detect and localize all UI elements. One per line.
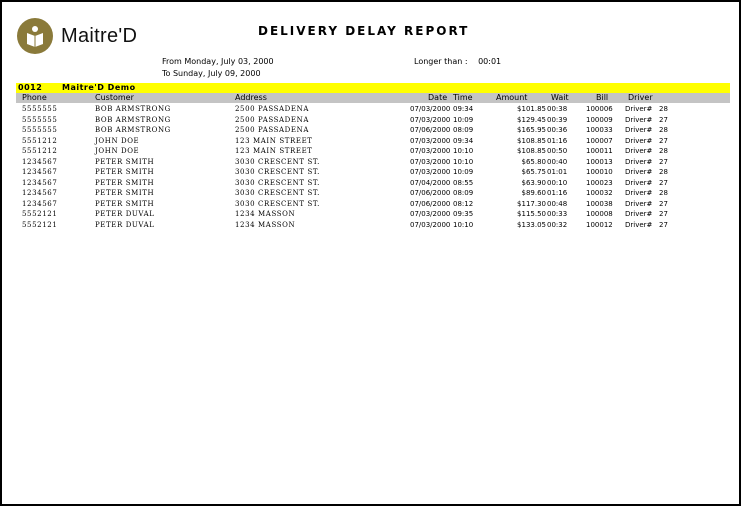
time-cell: 10:10 xyxy=(453,220,474,229)
phone-cell: 5555555 xyxy=(22,126,58,134)
table-row xyxy=(16,178,730,189)
customer-cell: PETER SMITH xyxy=(95,168,155,176)
driver-number-cell: 27 xyxy=(659,178,668,187)
driver-cell: Driver# xyxy=(625,199,653,208)
column-header-address: Address xyxy=(235,93,267,102)
wait-cell: 00:48 xyxy=(547,199,568,208)
bill-cell: 100023 xyxy=(586,178,613,187)
amount-cell: $133.05 xyxy=(517,220,546,229)
amount-cell: $108.85 xyxy=(517,136,546,145)
time-cell: 10:10 xyxy=(453,157,474,166)
wait-cell: 00:38 xyxy=(547,105,568,113)
amount-cell: $129.45 xyxy=(517,115,546,124)
amount-cell: $65.75 xyxy=(521,168,546,176)
date-cell: 07/03/2000 xyxy=(410,136,451,145)
customer-cell: PETER SMITH xyxy=(95,199,155,208)
wait-cell: 01:16 xyxy=(547,136,568,145)
bill-cell: 100032 xyxy=(586,189,613,197)
phone-cell: 5552121 xyxy=(22,220,58,229)
driver-number-cell: 28 xyxy=(659,126,668,134)
driver-number-cell: 28 xyxy=(659,168,668,176)
driver-cell: Driver# xyxy=(625,115,653,124)
date-cell: 07/06/2000 xyxy=(410,126,451,134)
column-header-customer: Customer xyxy=(95,93,134,102)
bill-cell: 100033 xyxy=(586,126,613,134)
date-range-to: To Sunday, July 09, 2000 xyxy=(162,69,261,78)
date-cell: 07/06/2000 xyxy=(410,189,451,197)
time-cell: 09:35 xyxy=(453,210,474,218)
time-cell: 08:12 xyxy=(453,199,474,208)
date-cell: 07/03/2000 xyxy=(410,210,451,218)
table-row xyxy=(16,125,730,136)
driver-number-cell: 27 xyxy=(659,210,668,218)
table-row xyxy=(16,188,730,199)
driver-number-cell: 27 xyxy=(659,220,668,229)
wait-cell: 00:33 xyxy=(547,210,568,218)
amount-cell: $165.95 xyxy=(517,126,546,134)
bill-cell: 100007 xyxy=(586,136,613,145)
time-cell: 09:34 xyxy=(453,136,474,145)
wait-cell: 00:40 xyxy=(547,157,568,166)
amount-cell: $115.50 xyxy=(517,210,546,218)
driver-cell: Driver# xyxy=(625,178,653,187)
wait-cell: 01:16 xyxy=(547,189,568,197)
phone-cell: 1234567 xyxy=(22,189,58,197)
brand-logo xyxy=(17,18,137,54)
address-cell: 3030 CRESCENT ST. xyxy=(235,189,320,197)
phone-cell: 5555555 xyxy=(22,105,58,113)
wait-cell: 01:01 xyxy=(547,168,568,176)
date-cell: 07/03/2000 xyxy=(410,105,451,113)
table-row xyxy=(16,157,730,168)
date-cell: 07/06/2000 xyxy=(410,199,451,208)
driver-cell: Driver# xyxy=(625,136,653,145)
column-header-driver: Driver xyxy=(628,93,653,102)
table-row xyxy=(16,209,730,220)
driver-cell: Driver# xyxy=(625,220,653,229)
bill-cell: 100012 xyxy=(586,220,613,229)
phone-cell: 1234567 xyxy=(22,178,58,187)
column-header-row xyxy=(16,93,730,103)
table-row xyxy=(16,199,730,210)
amount-cell: $89.60 xyxy=(521,189,546,197)
column-header-phone: Phone xyxy=(22,93,47,102)
customer-cell: BOB ARMSTRONG xyxy=(95,105,171,113)
driver-cell: Driver# xyxy=(625,105,653,113)
table-row xyxy=(16,136,730,147)
phone-cell: 5552121 xyxy=(22,210,58,218)
wait-cell: 00:36 xyxy=(547,126,568,134)
customer-cell: BOB ARMSTRONG xyxy=(95,126,171,134)
customer-cell: PETER SMITH xyxy=(95,178,155,187)
table-row xyxy=(16,220,730,231)
driver-number-cell: 28 xyxy=(659,105,668,113)
driver-number-cell: 28 xyxy=(659,189,668,197)
amount-cell: $65.80 xyxy=(521,157,546,166)
amount-cell: $108.85 xyxy=(517,147,546,155)
longer-than-label: Longer than : xyxy=(414,57,468,66)
report-table-body xyxy=(16,104,730,230)
amount-cell: $117.30 xyxy=(517,199,546,208)
table-row xyxy=(16,115,730,126)
driver-cell: Driver# xyxy=(625,147,653,155)
table-row xyxy=(16,167,730,178)
driver-number-cell: 27 xyxy=(659,157,668,166)
phone-cell: 1234567 xyxy=(22,157,58,166)
bill-cell: 100011 xyxy=(586,147,613,155)
amount-cell: $101.85 xyxy=(517,105,546,113)
driver-cell: Driver# xyxy=(625,210,653,218)
customer-cell: JOHN DOE xyxy=(95,147,140,155)
column-header-time: Time xyxy=(453,93,473,102)
customer-cell: BOB ARMSTRONG xyxy=(95,115,171,124)
address-cell: 3030 CRESCENT ST. xyxy=(235,178,320,187)
group-name: Maitre'D Demo xyxy=(62,83,136,92)
brand-name: Maitre'D xyxy=(61,24,138,47)
column-header-wait: Wait xyxy=(551,93,569,102)
longer-than-filter xyxy=(414,57,501,66)
phone-cell: 5551212 xyxy=(22,136,58,145)
phone-cell: 1234567 xyxy=(22,168,58,176)
address-cell: 123 MAIN STREET xyxy=(235,136,313,145)
customer-cell: JOHN DOE xyxy=(95,136,140,145)
address-cell: 3030 CRESCENT ST. xyxy=(235,157,320,166)
date-cell: 07/03/2000 xyxy=(410,168,451,176)
address-cell: 1234 MASSON xyxy=(235,220,296,229)
time-cell: 10:09 xyxy=(453,115,474,124)
bill-cell: 100038 xyxy=(586,199,613,208)
time-cell: 08:09 xyxy=(453,189,474,197)
customer-cell: PETER SMITH xyxy=(95,157,155,166)
bill-cell: 100009 xyxy=(586,115,613,124)
time-cell: 10:09 xyxy=(453,168,474,176)
driver-cell: Driver# xyxy=(625,168,653,176)
address-cell: 123 MAIN STREET xyxy=(235,147,313,155)
phone-cell: 5551212 xyxy=(22,147,58,155)
amount-cell: $63.90 xyxy=(521,178,546,187)
customer-cell: PETER DUVAL xyxy=(95,210,155,218)
time-cell: 08:09 xyxy=(453,126,474,134)
driver-cell: Driver# xyxy=(625,189,653,197)
time-cell: 09:34 xyxy=(453,105,474,113)
driver-number-cell: 28 xyxy=(659,147,668,155)
driver-cell: Driver# xyxy=(625,126,653,134)
group-header-bar xyxy=(16,83,730,93)
date-cell: 07/03/2000 xyxy=(410,147,451,155)
book-reader-logo-icon xyxy=(17,18,53,54)
customer-cell: PETER DUVAL xyxy=(95,220,155,229)
address-cell: 2500 PASSADENA xyxy=(235,105,309,113)
table-row xyxy=(16,104,730,115)
column-header-amount: Amount xyxy=(496,93,528,102)
driver-number-cell: 27 xyxy=(659,136,668,145)
date-range-from: From Monday, July 03, 2000 xyxy=(162,57,274,66)
date-cell: 07/03/2000 xyxy=(410,157,451,166)
wait-cell: 00:10 xyxy=(547,178,568,187)
time-cell: 08:55 xyxy=(453,178,474,187)
wait-cell: 00:39 xyxy=(547,115,568,124)
address-cell: 3030 CRESCENT ST. xyxy=(235,199,320,208)
address-cell: 1234 MASSON xyxy=(235,210,296,218)
driver-cell: Driver# xyxy=(625,157,653,166)
column-header-bill: Bill xyxy=(596,93,609,102)
bill-cell: 100013 xyxy=(586,157,613,166)
date-cell: 07/03/2000 xyxy=(410,220,451,229)
address-cell: 3030 CRESCENT ST. xyxy=(235,168,320,176)
date-cell: 07/04/2000 xyxy=(410,178,451,187)
driver-number-cell: 27 xyxy=(659,199,668,208)
phone-cell: 1234567 xyxy=(22,199,58,208)
time-cell: 10:10 xyxy=(453,147,474,155)
group-code: 0012 xyxy=(18,83,43,92)
driver-number-cell: 27 xyxy=(659,115,668,124)
wait-cell: 00:50 xyxy=(547,147,568,155)
table-row xyxy=(16,146,730,157)
bill-cell: 100006 xyxy=(586,105,613,113)
wait-cell: 00:32 xyxy=(547,220,568,229)
report-title: DELIVERY DELAY REPORT xyxy=(258,24,470,38)
customer-cell: PETER SMITH xyxy=(95,189,155,197)
date-cell: 07/03/2000 xyxy=(410,115,451,124)
column-header-date: Date xyxy=(428,93,448,102)
bill-cell: 100008 xyxy=(586,210,613,218)
bill-cell: 100010 xyxy=(586,168,613,176)
phone-cell: 5555555 xyxy=(22,115,58,124)
address-cell: 2500 PASSADENA xyxy=(235,115,309,124)
longer-than-value: 00:01 xyxy=(478,57,502,66)
address-cell: 2500 PASSADENA xyxy=(235,126,309,134)
